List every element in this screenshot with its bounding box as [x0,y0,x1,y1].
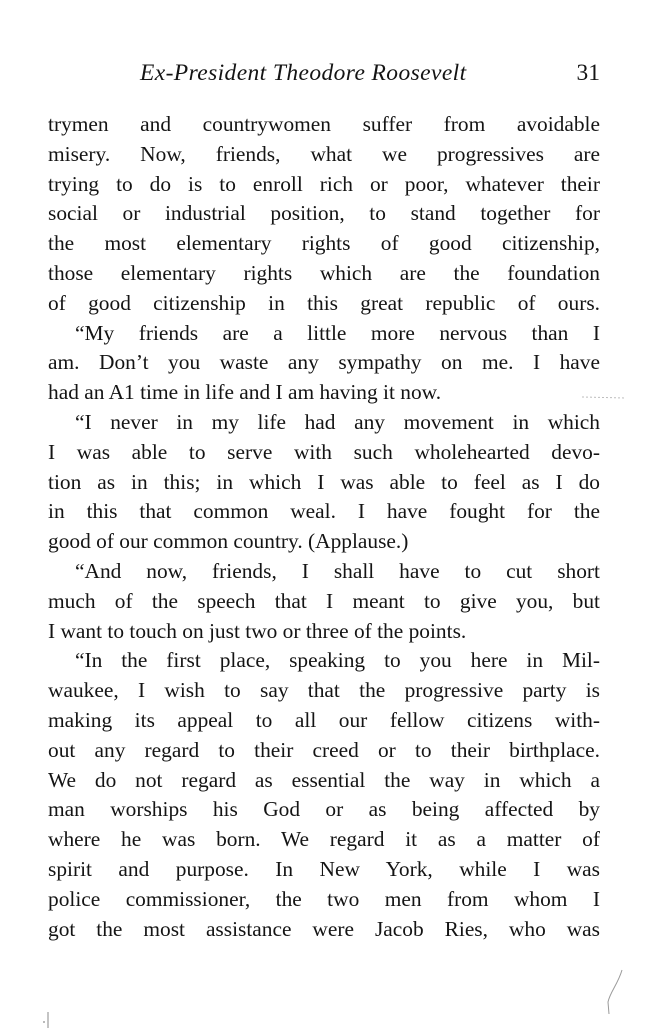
text-line: making its appeal to all our fellow citizens with- [48,707,600,732]
text-line: trying to do is to enroll rich or poor, whatever their [48,171,600,196]
text-line: “And now, friends, I shall have to cut short [75,558,600,583]
text-line: in this that common weal. I have fought for the [48,499,600,524]
text-line: police commissioner, the two men from whom I [48,886,600,911]
text-line: We do not regard as essential the way in which a [48,767,600,792]
page-number: 31 [576,60,600,86]
text-line: trymen and countrywomen suffer from avoidable [48,112,600,136]
paragraph [48,557,600,646]
text-line: had an A1 time in life and I am having it now. [48,380,442,405]
text-line: the most elementary rights of good citizenship, [48,231,600,256]
page-header [48,60,600,94]
paragraph [48,110,600,319]
text-line: man worships his God or as being affected by [48,797,600,822]
text-line: social or industrial position, to stand together for [48,201,600,226]
text-line: out any regard to their creed or to their birthplace. [48,737,600,762]
text-line: where he was born. We regard it as a matter of [48,827,600,852]
text-line: misery. Now, friends, what we progressives are [48,141,600,166]
text-line: “I never in my life had any movement in which [75,409,600,434]
body-text [48,110,600,944]
text-line: got the most assistance were Jacob Ries, who was [48,916,600,941]
text-line: “In the first place, speaking to you here in Mil- [75,648,600,673]
text-line: am. Don’t you waste any sympathy on me. I have [48,350,600,375]
text-line: those elementary rights which are the foundation [48,260,600,285]
text-line: much of the speech that I meant to give you, but [48,588,600,613]
paragraph [48,646,600,944]
text-line: tion as in this; in which I was able to feel as I do [48,469,600,494]
running-title: Ex-President Theodore Roosevelt [140,60,467,86]
text-line: good of our common country. (Applause.) [48,529,409,554]
text-line: waukee, I wish to say that the progressive party is [48,678,600,703]
text-line: of good citizenship in this great republic of ours. [48,290,600,315]
text-line: spirit and purpose. In New York, while I was [48,856,600,881]
text-line: I was able to serve with such wholehearted devo- [48,439,600,464]
scan-artifact-speck [40,1010,54,1030]
paragraph [48,408,600,557]
paragraph [48,319,600,408]
scan-artifact-curve [600,968,630,1018]
scan-artifact-dash [580,392,628,402]
text-line: I want to touch on just two or three of the points. [48,618,467,643]
text-line: “My friends are a little more nervous than I [75,320,600,345]
